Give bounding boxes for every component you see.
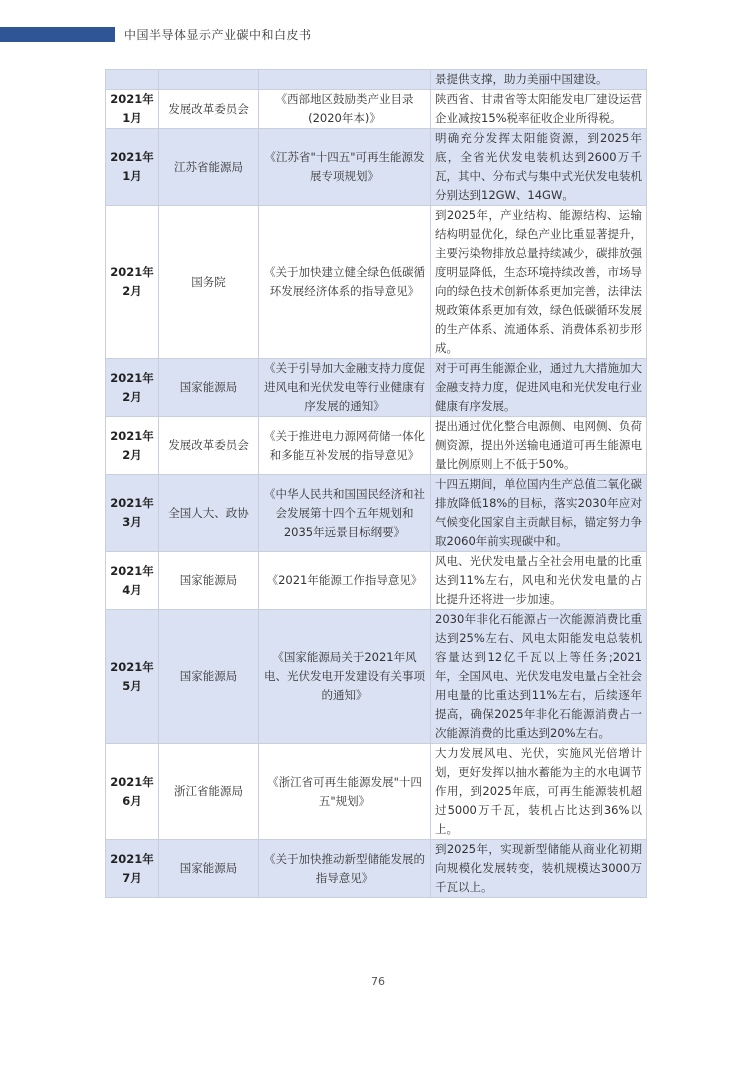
table-row — [106, 744, 647, 840]
org-cell: 全国人大、政协 — [159, 475, 259, 552]
doc-cell: 《江苏省"十四五"可再生能源发展专项规划》 — [259, 129, 431, 206]
desc-cell: 提出通过优化整合电源侧、电网侧、负荷侧资源，提出外送输电通道可再生能源电量比例原则上不低于50%。 — [431, 417, 647, 475]
table-row — [106, 359, 647, 417]
org-cell: 浙江省能源局 — [159, 744, 259, 840]
desc-cell: 大力发展风电、光伏，实施风光倍增计划，更好发挥以抽水蓄能为主的水电调节作用，到2025年底，可再生能源装机超过5000万千瓦，装机占比达到36%以上。 — [431, 744, 647, 840]
policy-table — [105, 69, 647, 898]
date-cell: 2021年7月 — [106, 840, 159, 898]
table-row — [106, 552, 647, 610]
org-cell: 国家能源局 — [159, 610, 259, 744]
doc-cell: 《中华人民共和国国民经济和社会发展第十四个五年规划和2035年远景目标纲要》 — [259, 475, 431, 552]
table-row — [106, 610, 647, 744]
date-cell: 2021年5月 — [106, 610, 159, 744]
doc-cell: 《2021年能源工作指导意见》 — [259, 552, 431, 610]
table-row — [106, 70, 647, 90]
desc-cell: 景提供支撑，助力美丽中国建设。 — [431, 70, 647, 90]
date-cell: 2021年2月 — [106, 417, 159, 475]
date-cell: 2021年6月 — [106, 744, 159, 840]
doc-cell: 《浙江省可再生能源发展"十四五"规划》 — [259, 744, 431, 840]
doc-cell: 《关于引导加大金融支持力度促进风电和光伏发电等行业健康有序发展的通知》 — [259, 359, 431, 417]
doc-cell: 《国家能源局关于2021年风电、光伏发电开发建设有关事项的通知》 — [259, 610, 431, 744]
doc-cell: 《西部地区鼓励类产业目录(2020年本)》 — [259, 90, 431, 129]
table-row — [106, 90, 647, 129]
desc-cell: 十四五期间，单位国内生产总值二氧化碳排放降低18%的目标，落实2030年应对气候变化国家自主贡献目标，锚定努力争取2060年前实现碳中和。 — [431, 475, 647, 552]
table-row — [106, 840, 647, 898]
org-cell: 发展改革委员会 — [159, 90, 259, 129]
document-title: 中国半导体显示产业碳中和白皮书 — [124, 28, 312, 42]
date-cell: 2021年1月 — [106, 90, 159, 129]
header-accent-bar — [0, 27, 115, 42]
date-cell: 2021年4月 — [106, 552, 159, 610]
org-cell — [159, 70, 259, 90]
doc-cell: 《关于加快推动新型储能发展的指导意见》 — [259, 840, 431, 898]
table-row — [106, 206, 647, 359]
desc-cell: 陕西省、甘肃省等太阳能发电厂建设运营企业减按15%税率征收企业所得税。 — [431, 90, 647, 129]
page-number: 76 — [371, 975, 385, 988]
org-cell: 国家能源局 — [159, 840, 259, 898]
org-cell: 发展改革委员会 — [159, 417, 259, 475]
org-cell: 国家能源局 — [159, 359, 259, 417]
table-row — [106, 475, 647, 552]
org-cell: 国家能源局 — [159, 552, 259, 610]
doc-cell: 《关于推进电力源网荷储一体化和多能互补发展的指导意见》 — [259, 417, 431, 475]
table-row — [106, 129, 647, 206]
desc-cell: 到2025年，产业结构、能源结构、运输结构明显优化，绿色产业比重显著提升，主要污染物排放总量持续减少，碳排放强度明显降低，生态环境持续改善，市场导向的绿色技术创新体系更加完善，法律法规政策体系更加有效，绿色低碳循环发展的生产体系、流通体系、消费体系初步形成。 — [431, 206, 647, 359]
date-cell: 2021年2月 — [106, 359, 159, 417]
date-cell: 2021年1月 — [106, 129, 159, 206]
desc-cell: 明确充分发挥太阳能资源，到2025年底，全省光伏发电装机达到2600万千瓦，其中、分布式与集中式光伏发电装机分别达到12GW、14GW。 — [431, 129, 647, 206]
doc-cell: 《关于加快建立健全绿色低碳循环发展经济体系的指导意见》 — [259, 206, 431, 359]
date-cell — [106, 70, 159, 90]
desc-cell: 风电、光伏发电量占全社会用电量的比重达到11%左右，风电和光伏发电量的占比提升还将进一步加速。 — [431, 552, 647, 610]
date-cell: 2021年2月 — [106, 206, 159, 359]
org-cell: 江苏省能源局 — [159, 129, 259, 206]
desc-cell: 到2025年，实现新型储能从商业化初期向规模化发展转变，装机规模达3000万千瓦以上。 — [431, 840, 647, 898]
desc-cell: 对于可再生能源企业，通过九大措施加大金融支持力度，促进风电和光伏发电行业健康有序发展。 — [431, 359, 647, 417]
date-cell: 2021年3月 — [106, 475, 159, 552]
doc-cell — [259, 70, 431, 90]
table-row — [106, 417, 647, 475]
desc-cell: 2030年非化石能源占一次能源消费比重达到25%左右、风电太阳能发电总装机容量达到12亿千瓦以上等任务;2021年，全国风电、光伏发电发电量占全社会用电量的比重达到11%左右，后续逐年提高，确保2025年非化石能源消费占一次能源消费的比重达到20%左右。 — [431, 610, 647, 744]
org-cell: 国务院 — [159, 206, 259, 359]
